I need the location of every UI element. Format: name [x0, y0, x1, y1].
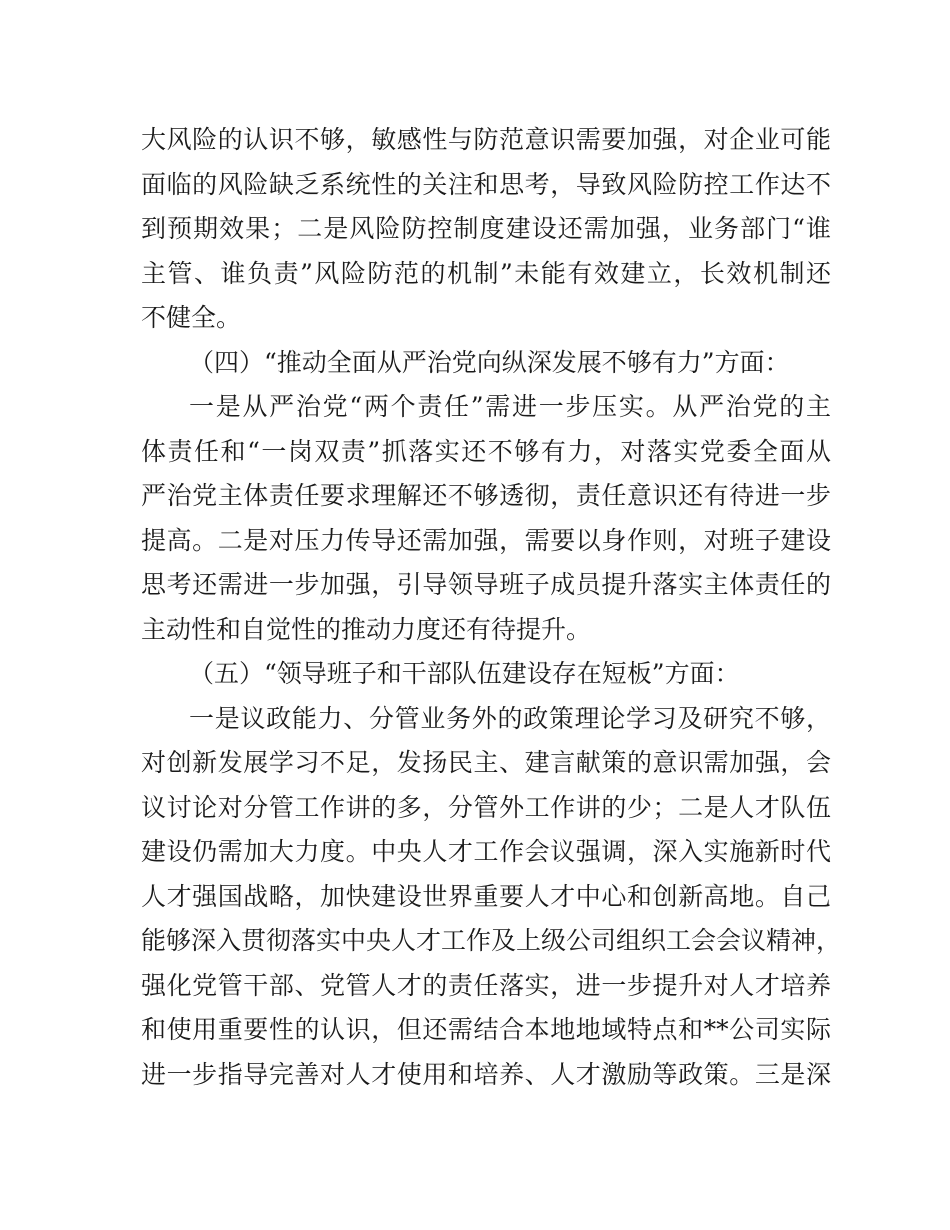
- text-line: 建设仍需加大力度。中央人才工作会议强调，深入实施新时代: [141, 837, 831, 866]
- text-line: 进一步指导完善对人才使用和培养、人才激励等政策。三是深: [141, 1059, 831, 1089]
- section-heading-4: （四）“推动全面从严治党向纵深发展不够有力”方面：: [189, 347, 790, 377]
- text-line: 议讨论对分管工作讲的多，分管外工作讲的少；二是人才队伍: [141, 792, 831, 822]
- text-line: 思考还需进一步加强，引导领导班子成员提升落实主体责任的: [141, 570, 831, 599]
- text-line: 主管、谁负责”风险防范的机制”未能有效建立，长效机制还: [141, 258, 831, 288]
- text-line: 提高。二是对压力传导还需加强，需要以身作则，对班子建设: [141, 525, 831, 555]
- text-line: 严治党主体责任要求理解还不够透彻，责任意识还有待进一步: [141, 481, 831, 510]
- text-line: 和使用重要性的认识，但还需结合本地地域特点和**公司实际: [141, 1015, 831, 1044]
- text-line: 能够深入贯彻落实中央人才工作及上级公司组织工会会议精神，: [141, 926, 842, 955]
- text-line: 人才强国战略，加快建设世界重要人才中心和创新高地。自己: [141, 881, 831, 911]
- text-line: 面临的风险缺乏系统性的关注和思考，导致风险防控工作达不: [141, 169, 831, 199]
- text-line: 强化党管干部、党管人才的责任落实，进一步提升对人才培养: [141, 970, 831, 1000]
- text-line: 大风险的认识不够，敏感性与防范意识需要加强，对企业可能: [141, 125, 831, 154]
- text-line: 体责任和“一岗双责”抓落实还不够有力，对落实党委全面从: [141, 436, 831, 466]
- text-line: 主动性和自觉性的推动力度还有待提升。: [141, 614, 592, 644]
- section-heading-5: （五）“领导班子和干部队伍建设存在短板”方面：: [189, 659, 740, 688]
- text-line: 一是议政能力、分管业务外的政策理论学习及研究不够，: [189, 703, 831, 733]
- text-line: 对创新发展学习不足，发扬民主、建言献策的意识需加强，会: [141, 748, 831, 777]
- text-line: 到预期效果；二是风险防控制度建设还需加强，业务部门“谁: [141, 214, 831, 243]
- document-body: [141, 118, 842, 1097]
- text-line: 一是从严治党“两个责任”需进一步压实。从严治党的主: [189, 392, 831, 421]
- text-line: 不健全。: [141, 303, 242, 332]
